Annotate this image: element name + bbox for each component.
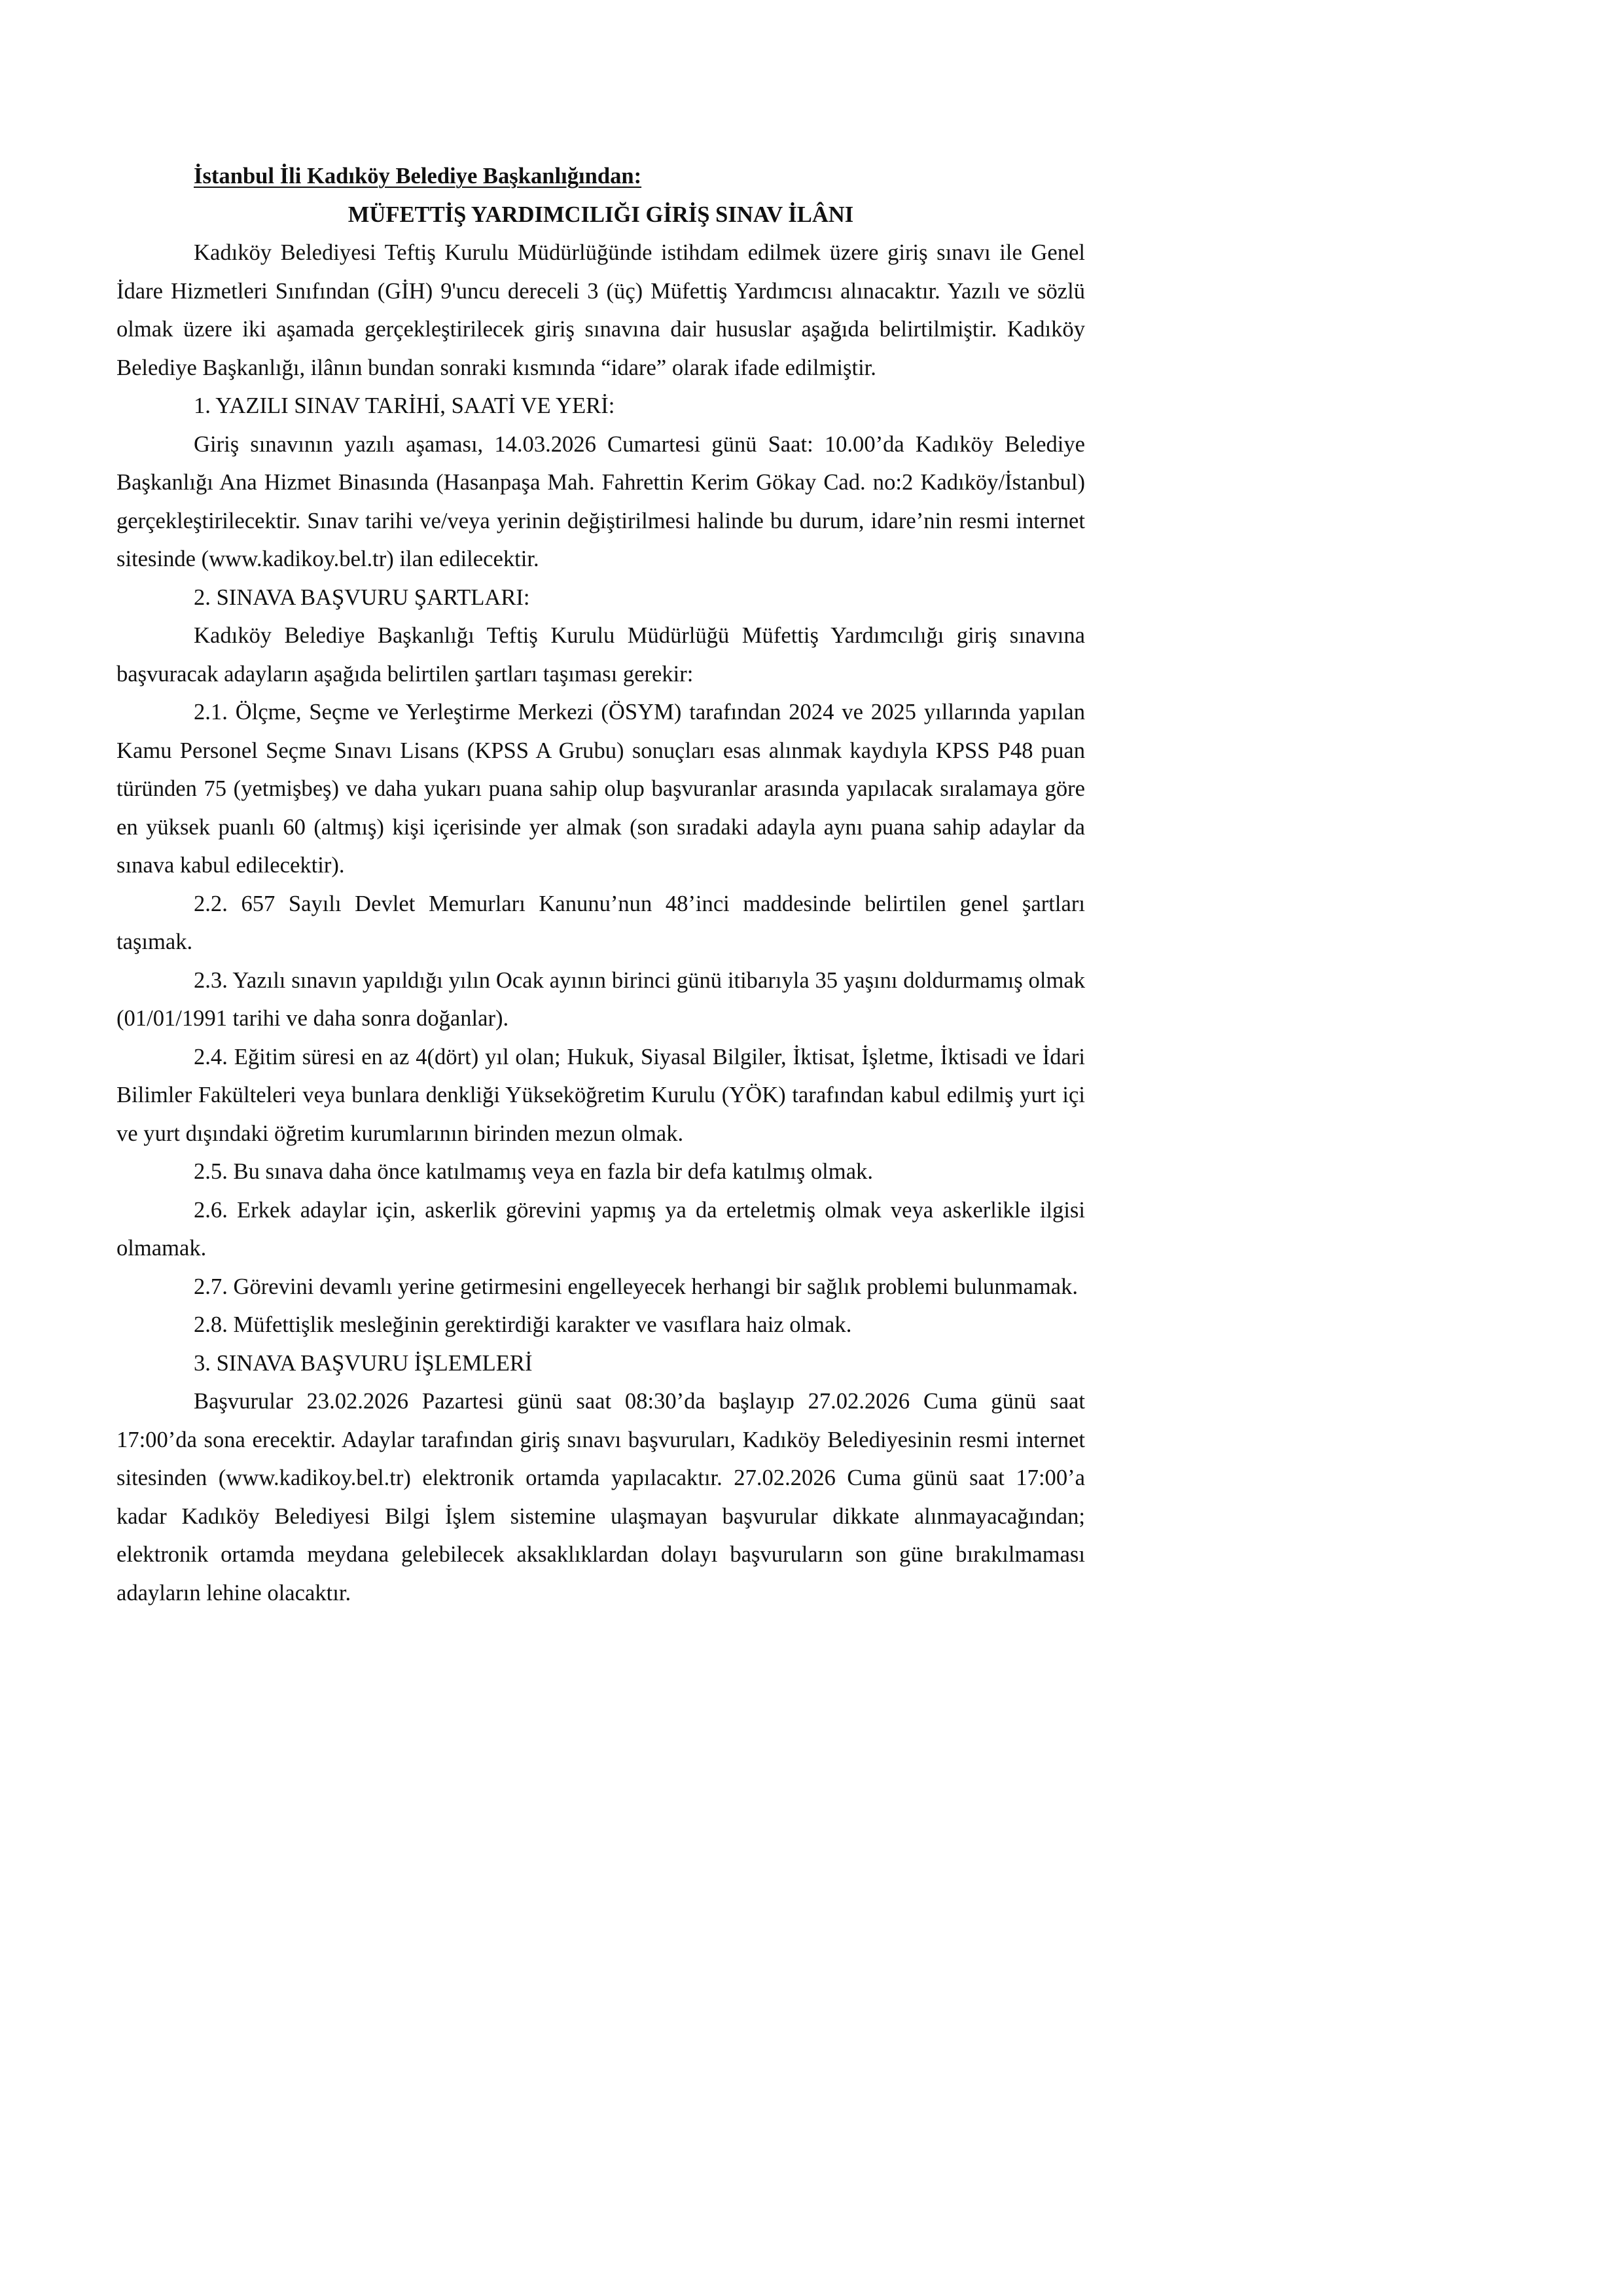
requirement-item-2-1: 2.1. Ölçme, Seçme ve Yerleştirme Merkezi (ÖSYM) tarafından 2024 ve 2025 yıllarında yapılan Kamu Personel Seçme Sınavı Lisans (KPSS A Grubu) sonuçları esas alınmak kaydıyla KPSS P48 puan türünden 75 (yetmişbeş) ve daha yukarı puana sahip olup başvuranlar arasında yapılacak sıralamaya göre en yüksek puanlı 60 (altmış) kişi içerisinde yer almak (son sıradaki adayla aynı puana sahip adaylar da sınava kabul edilecektir).: [116, 700, 1085, 878]
section-3-body: Başvurular 23.02.2026 Pazartesi günü saat 08:30’da başlayıp 27.02.2026 Cuma günü saat 17:00’da sona erecektir. Adaylar tarafından giriş sınavı başvuruları, Kadıköy Belediyesinin resmi internet sitesinden (www.kadikoy.bel.tr) elektronik ortamda yapılacaktır. 27.02.2026 Cuma günü saat 17:00’a kadar Kadıköy Belediyesi Bilgi İşlem sistemine ulaşmayan başvurular dikkate alınmayacağından; elektronik ortamda meydana gelebilecek aksaklıklardan dolayı başvuruların son güne bırakılmaması adayların lehine olacaktır.: [116, 1389, 1085, 1605]
intro-paragraph: Kadıköy Belediyesi Teftiş Kurulu Müdürlüğünde istihdam edilmek üzere giriş sınavı ile Genel İdare Hizmetleri Sınıfından (GİH) 9'uncu dereceli 3 (üç) Müfettiş Yardımcısı alınacaktır. Yazılı ve sözlü olmak üzere iki aşamada gerçekleştirilecek giriş sınavına dair hususlar aşağıda belirtilmiştir. Kadıköy Belediye Başkanlığı, ilânın bundan sonraki kısmında “idare” olarak ifade edilmiştir.: [116, 240, 1085, 380]
section-1-body: Giriş sınavının yazılı aşaması, 14.03.2026 Cumartesi günü Saat: 10.00’da Kadıköy Belediye Başkanlığı Ana Hizmet Binasında (Hasanpaşa Mah. Fahrettin Kerim Gökay Cad. no:2 Kadıköy/İstanbul) gerçekleştirilecektir. Sınav tarihi ve/veya yerinin değiştirilmesi halinde bu durum, idare’nin resmi internet sitesinde (www.kadikoy.bel.tr) ilan edilecektir.: [116, 431, 1085, 571]
requirement-item-2-3: 2.3. Yazılı sınavın yapıldığı yılın Ocak ayının birinci günü itibarıyla 35 yaşını doldurmamış olmak (01/01/1991 tarihi ve daha sonra doğanlar).: [116, 967, 1085, 1031]
requirement-item-2-2: 2.2. 657 Sayılı Devlet Memurları Kanunu’nun 48’inci maddesinde belirtilen genel şartları taşımak.: [116, 891, 1085, 954]
requirement-item-2-7: 2.7. Görevini devamlı yerine getirmesini engelleyecek herhangi bir sağlık problemi bulunmamak.: [194, 1274, 1079, 1299]
section-1-heading: 1. YAZILI SINAV TARİHİ, SAATİ VE YERİ:: [194, 393, 615, 418]
requirement-item-2-6: 2.6. Erkek adaylar için, askerlik görevini yapmış ya da erteletmiş olmak veya askerlikle ilgisi olmamak.: [116, 1197, 1085, 1261]
document-page: [116, 157, 1085, 1612]
section-2-intro: Kadıköy Belediye Başkanlığı Teftiş Kurulu Müdürlüğü Müfettiş Yardımcılığı giriş sınavına başvuracak adayların aşağıda belirtilen şartları taşıması gerekir:: [116, 623, 1085, 687]
requirement-item-2-8: 2.8. Müfettişlik mesleğinin gerektirdiği karakter ve vasıflara haiz olmak.: [194, 1312, 852, 1337]
document-title: MÜFETTİŞ YARDIMCILIĞI GİRİŞ SINAV İLÂNI: [348, 202, 854, 227]
requirement-item-2-4: 2.4. Eğitim süresi en az 4(dört) yıl olan; Hukuk, Siyasal Bilgiler, İktisat, İşletme, İktisadi ve İdari Bilimler Fakülteleri veya bunlara denkliği Yükseköğretim Kurulu (YÖK) tarafından kabul edilmiş yurt içi ve yurt dışındaki öğretim kurumlarının birinden mezun olmak.: [116, 1044, 1085, 1146]
document-source: İstanbul İli Kadıköy Belediye Başkanlığından:: [194, 164, 642, 188]
section-3-heading: 3. SINAVA BAŞVURU İŞLEMLERİ: [194, 1350, 533, 1376]
section-2-heading: 2. SINAVA BAŞVURU ŞARTLARI:: [194, 584, 530, 610]
requirement-item-2-5: 2.5. Bu sınava daha önce katılmamış veya en fazla bir defa katılmış olmak.: [194, 1159, 873, 1184]
